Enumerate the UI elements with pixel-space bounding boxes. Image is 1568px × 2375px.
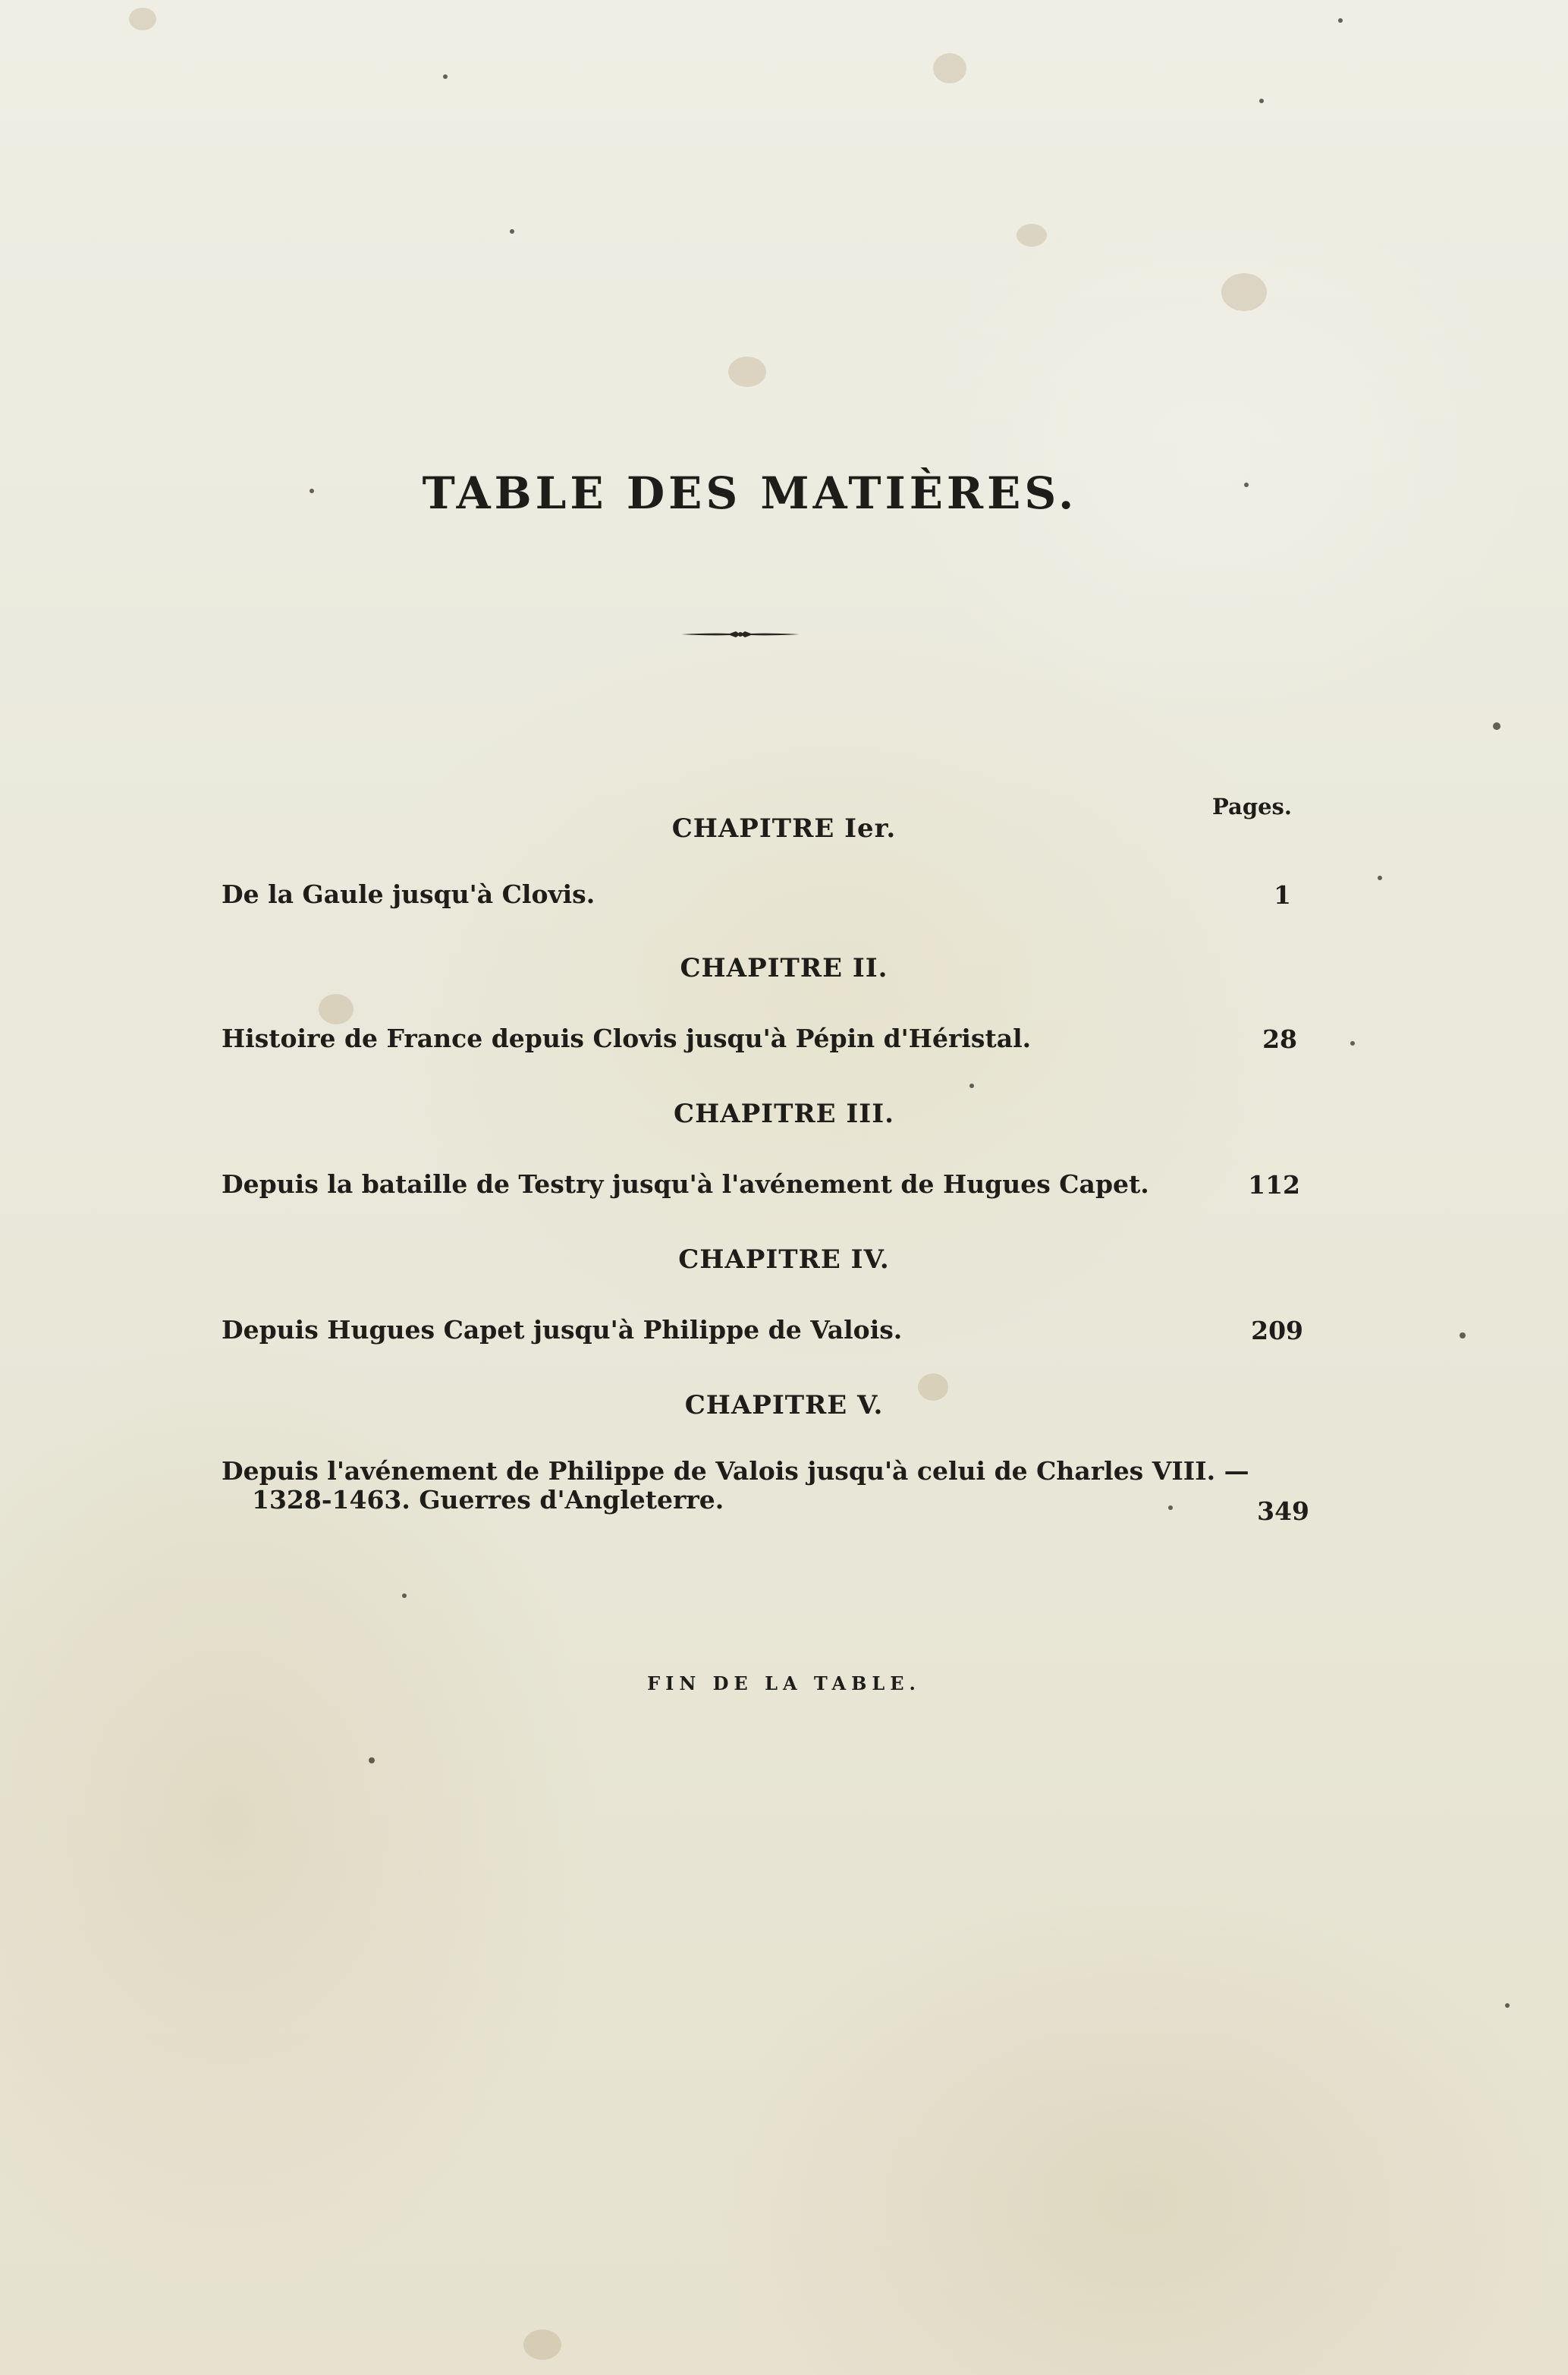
toc-entry: Depuis l'avénement de Philippe de Valois jusqu'à celui de Charles VIII. — 1328-1463. Guerres d'Angleterre. [222,1456,1249,1515]
toc-entry: De la Gaule jusqu'à Clovis. [222,879,595,909]
paper-speck [1493,722,1500,730]
paper-stain [319,994,354,1024]
paper-speck [1378,876,1382,880]
paper-stain [129,8,156,30]
paper-stain [933,53,966,83]
toc-entry: Depuis Hugues Capet jusqu'à Philippe de Valois. [222,1315,903,1345]
chapter-heading: CHAPITRE Ier. [671,813,897,844]
paper-speck [969,1084,974,1088]
chapter-heading: CHAPITRE IV. [678,1244,890,1275]
paper-speck [1350,1041,1355,1046]
toc-page-number: 112 [1248,1170,1300,1200]
paper-speck [369,1757,375,1763]
paper-speck [510,229,514,234]
page-title: TABLE DES MATIÈRES. [422,467,1078,519]
paper-speck [1259,99,1264,103]
paper-stain [728,357,766,387]
chapter-heading: CHAPITRE V. [684,1390,884,1420]
pages-column-header: Pages. [1212,794,1292,819]
end-of-table-note: FIN DE LA TABLE. [647,1672,921,1694]
paper-stain [1017,224,1047,247]
toc-page-number: 209 [1251,1316,1303,1345]
paper-speck [1460,1332,1466,1338]
title-ornament-icon [680,625,801,643]
toc-page-number: 349 [1257,1496,1309,1526]
toc-entry: Histoire de France depuis Clovis jusqu'à Pépin d'Héristal. [222,1024,1032,1053]
chapter-heading: CHAPITRE III. [674,1099,894,1129]
chapter-heading: CHAPITRE II. [680,953,888,983]
toc-page-number: 1 [1274,880,1291,910]
paper-speck [1505,2003,1510,2008]
paper-speck [402,1593,407,1598]
toc-page-number: 28 [1262,1024,1297,1054]
paper-speck [443,74,448,79]
paper-speck [1338,18,1343,23]
toc-entry: Depuis la bataille de Testry jusqu'à l'avénement de Hugues Capet. [222,1169,1149,1199]
paper-stain [1221,273,1267,311]
paper-stain [523,2329,561,2360]
